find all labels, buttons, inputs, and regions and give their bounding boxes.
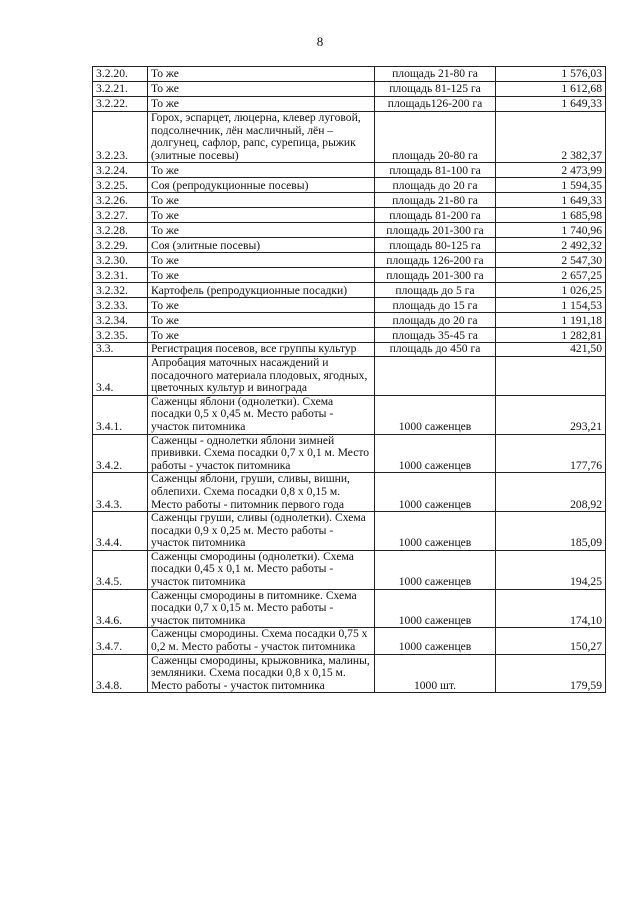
table-row (93, 67, 606, 82)
row-unit: площадь126-200 га (375, 97, 496, 112)
row-code: 3.2.26. (93, 193, 148, 208)
row-code: 3.4.5. (93, 550, 148, 589)
row-name: То же (148, 163, 375, 178)
row-unit: 1000 саженцев (375, 512, 496, 551)
row-unit: 1000 саженцев (375, 473, 496, 512)
row-price: 1 649,33 (496, 193, 606, 208)
table-row (93, 178, 606, 193)
row-unit: 1000 саженцев (375, 395, 496, 434)
row-code: 3.4. (93, 356, 148, 395)
row-price: 2 473,99 (496, 163, 606, 178)
row-code: 3.2.23. (93, 112, 148, 163)
row-unit: площадь 81-200 га (375, 208, 496, 223)
row-unit (375, 356, 496, 395)
row-name: Саженцы смородины в питомнике. Схема посадки 0,7 х 0,15 м. Место работы - участок питомника (148, 589, 375, 628)
row-unit: площадь до 15 га (375, 298, 496, 313)
row-name: Саженцы смородины. Схема посадки 0,75 х 0,2 м. Место работы - участок питомника (148, 628, 375, 654)
row-name: То же (148, 193, 375, 208)
table-row (93, 298, 606, 313)
row-name: Картофель (репродукционные посадки) (148, 283, 375, 298)
tariff-table-body (93, 67, 606, 693)
row-price: 421,50 (496, 343, 606, 357)
row-code: 3.3. (93, 343, 148, 357)
row-price: 179,59 (496, 654, 606, 693)
row-name: Саженцы груши, сливы (однолетки). Схема посадки 0,9 х 0,25 м. Место работы - участок питомника (148, 512, 375, 551)
row-code: 3.2.27. (93, 208, 148, 223)
row-unit: 1000 саженцев (375, 550, 496, 589)
row-unit: площадь 21-80 га (375, 193, 496, 208)
tariff-table (92, 66, 606, 693)
row-unit: 1000 саженцев (375, 589, 496, 628)
row-price: 1 740,96 (496, 223, 606, 238)
row-code: 3.4.2. (93, 434, 148, 473)
row-name: То же (148, 97, 375, 112)
row-code: 3.2.30. (93, 253, 148, 268)
table-row (93, 193, 606, 208)
row-unit: площадь 20-80 га (375, 112, 496, 163)
table-row (93, 654, 606, 693)
row-price: 1 612,68 (496, 82, 606, 97)
row-name: То же (148, 82, 375, 97)
row-unit: площадь 21-80 га (375, 67, 496, 82)
table-row (93, 112, 606, 163)
table-row (93, 208, 606, 223)
row-unit: площадь до 5 га (375, 283, 496, 298)
row-unit: площадь 201-300 га (375, 268, 496, 283)
row-name: Апробация маточных насаждений и посадочного материала плодовых, ягодных, цветочных культур и винограда (148, 356, 375, 395)
row-code: 3.2.28. (93, 223, 148, 238)
row-price: 1 649,33 (496, 97, 606, 112)
row-price: 1 282,81 (496, 328, 606, 343)
table-row (93, 434, 606, 473)
row-name: То же (148, 268, 375, 283)
row-price: 150,27 (496, 628, 606, 654)
row-name: Саженцы смородины (однолетки). Схема посадки 0,45 х 0,1 м. Место работы - участок питомника (148, 550, 375, 589)
row-price: 2 492,32 (496, 238, 606, 253)
row-name: То же (148, 328, 375, 343)
table-row (93, 550, 606, 589)
row-name: Регистрация посевов, все группы культур (148, 343, 375, 357)
row-name: Саженцы смородины, крыжовника, малины, земляники. Схема посадки 0,8 х 0,15 м. Место работы - участок питомника (148, 654, 375, 693)
row-code: 3.4.6. (93, 589, 148, 628)
row-name: То же (148, 298, 375, 313)
table-row (93, 238, 606, 253)
row-code: 3.4.4. (93, 512, 148, 551)
row-name: То же (148, 67, 375, 82)
table-row (93, 97, 606, 112)
row-name: Горох, эспарцет, люцерна, клевер луговой, подсолнечник, лён масличный, лён – долгунец, сафлор, рапс, сурепица, рыжик (элитные посевы) (148, 112, 375, 163)
row-price: 194,25 (496, 550, 606, 589)
row-price: 293,21 (496, 395, 606, 434)
table-row (93, 343, 606, 357)
table-row (93, 82, 606, 97)
row-price: 2 547,30 (496, 253, 606, 268)
table-row (93, 512, 606, 551)
row-unit: площадь до 20 га (375, 313, 496, 328)
table-row (93, 395, 606, 434)
row-code: 3.2.33. (93, 298, 148, 313)
table-row (93, 223, 606, 238)
row-price: 1 191,18 (496, 313, 606, 328)
row-price: 1 576,03 (496, 67, 606, 82)
row-price: 174,10 (496, 589, 606, 628)
row-unit: площадь 35-45 га (375, 328, 496, 343)
row-price: 2 382,37 (496, 112, 606, 163)
row-price: 2 657,25 (496, 268, 606, 283)
table-row (93, 589, 606, 628)
row-price: 1 026,25 (496, 283, 606, 298)
row-price: 208,92 (496, 473, 606, 512)
table-row (93, 313, 606, 328)
row-name: Соя (элитные посевы) (148, 238, 375, 253)
row-code: 3.2.25. (93, 178, 148, 193)
row-unit: площадь 126-200 га (375, 253, 496, 268)
row-price: 185,09 (496, 512, 606, 551)
row-code: 3.2.21. (93, 82, 148, 97)
row-code: 3.2.32. (93, 283, 148, 298)
row-name: То же (148, 208, 375, 223)
row-name: То же (148, 253, 375, 268)
row-name: Саженцы - однолетки яблони зимней прививки. Схема посадки 0,7 х 0,1 м. Место работы - участок питомника (148, 434, 375, 473)
table-row (93, 253, 606, 268)
row-price: 1 685,98 (496, 208, 606, 223)
row-name: Соя (репродукционные посевы) (148, 178, 375, 193)
row-unit: 1000 саженцев (375, 628, 496, 654)
row-name: То же (148, 223, 375, 238)
row-code: 3.2.34. (93, 313, 148, 328)
row-unit: площадь 81-125 га (375, 82, 496, 97)
row-price: 1 594,35 (496, 178, 606, 193)
row-code: 3.2.20. (93, 67, 148, 82)
row-name: Саженцы яблони, груши, сливы, вишни, облепихи. Схема посадки 0,8 х 0,15 м. Место работы - питомник первого года (148, 473, 375, 512)
row-code: 3.4.8. (93, 654, 148, 693)
table-row (93, 628, 606, 654)
table-row (93, 283, 606, 298)
row-unit: 1000 саженцев (375, 434, 496, 473)
table-row (93, 163, 606, 178)
table-row (93, 473, 606, 512)
row-unit: площадь до 20 га (375, 178, 496, 193)
row-unit: площадь 80-125 га (375, 238, 496, 253)
row-unit: площадь 81-100 га (375, 163, 496, 178)
row-price: 177,76 (496, 434, 606, 473)
row-code: 3.2.35. (93, 328, 148, 343)
table-row (93, 268, 606, 283)
row-code: 3.2.31. (93, 268, 148, 283)
table-row (93, 328, 606, 343)
row-code: 3.4.7. (93, 628, 148, 654)
row-unit: 1000 шт. (375, 654, 496, 693)
table-row (93, 356, 606, 395)
row-code: 3.2.24. (93, 163, 148, 178)
row-code: 3.2.22. (93, 97, 148, 112)
row-code: 3.2.29. (93, 238, 148, 253)
row-price: 1 154,53 (496, 298, 606, 313)
row-name: Саженцы яблони (однолетки). Схема посадки 0,5 х 0,45 м. Место работы - участок питомника (148, 395, 375, 434)
row-code: 3.4.3. (93, 473, 148, 512)
page-number: 8 (316, 34, 324, 49)
row-unit: площадь до 450 га (375, 343, 496, 357)
row-unit: площадь 201-300 га (375, 223, 496, 238)
row-price (496, 356, 606, 395)
row-name: То же (148, 313, 375, 328)
row-code: 3.4.1. (93, 395, 148, 434)
